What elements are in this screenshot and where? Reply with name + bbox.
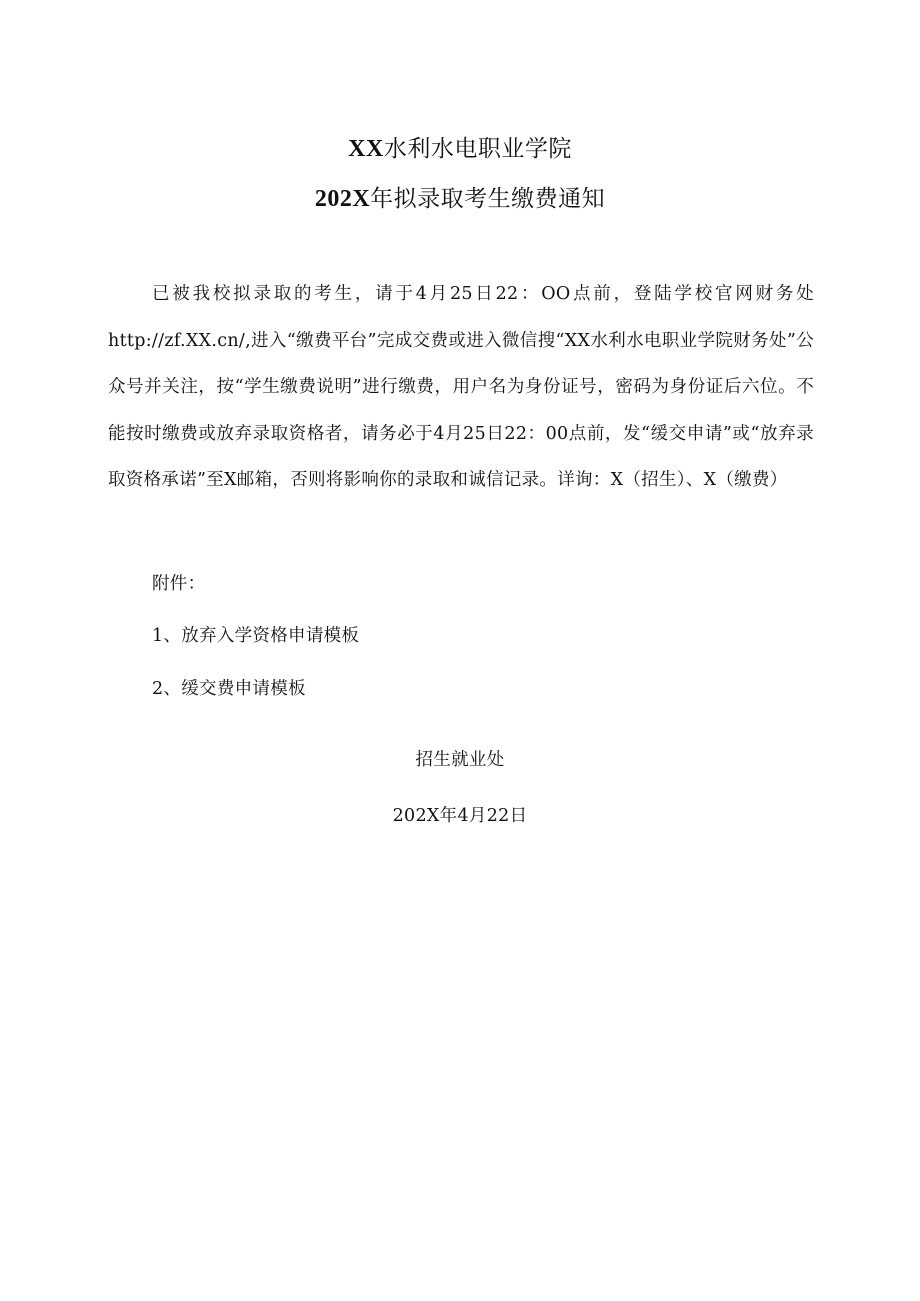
notice-year: 202X: [314, 186, 371, 212]
document-title-notice: [0, 184, 920, 214]
notice-title-rest: 年拟录取考生缴费通知: [370, 186, 606, 212]
issue-date: 202X年4月22日: [392, 806, 528, 826]
school-name-latin: XX: [348, 136, 384, 162]
attachments-label: 附件：: [152, 574, 206, 594]
attachment-item: 1、放弃入学资格申请模板: [152, 626, 360, 646]
attachment-item: 2、缓交费申请模板: [152, 679, 306, 699]
school-name-rest: 水利水电职业学院: [383, 136, 572, 162]
notice-body-paragraph: 已被我校拟录取的考生，请于4月25日22：OO点前，登陆学校官网财务处http://zf.XX.cn/,进入“缴费平台”完成交费或进入微信搜“XX水利水电职业学院财务处”公众号并关注，按“学生缴费说明”进行缴费，用户名为身份证号，密码为身份证后六位。不能按时缴费或放弃录取资格者，请务必于4月25日22：00点前，发“缓交申请”或“放弃录取资格承诺”至X邮箱，否则将影响你的录取和诚信记录。详询：X（招生）、X（缴费）: [108, 284, 814, 490]
document-title-school: [0, 134, 920, 164]
issuer-signature: 招生就业处: [415, 750, 505, 770]
